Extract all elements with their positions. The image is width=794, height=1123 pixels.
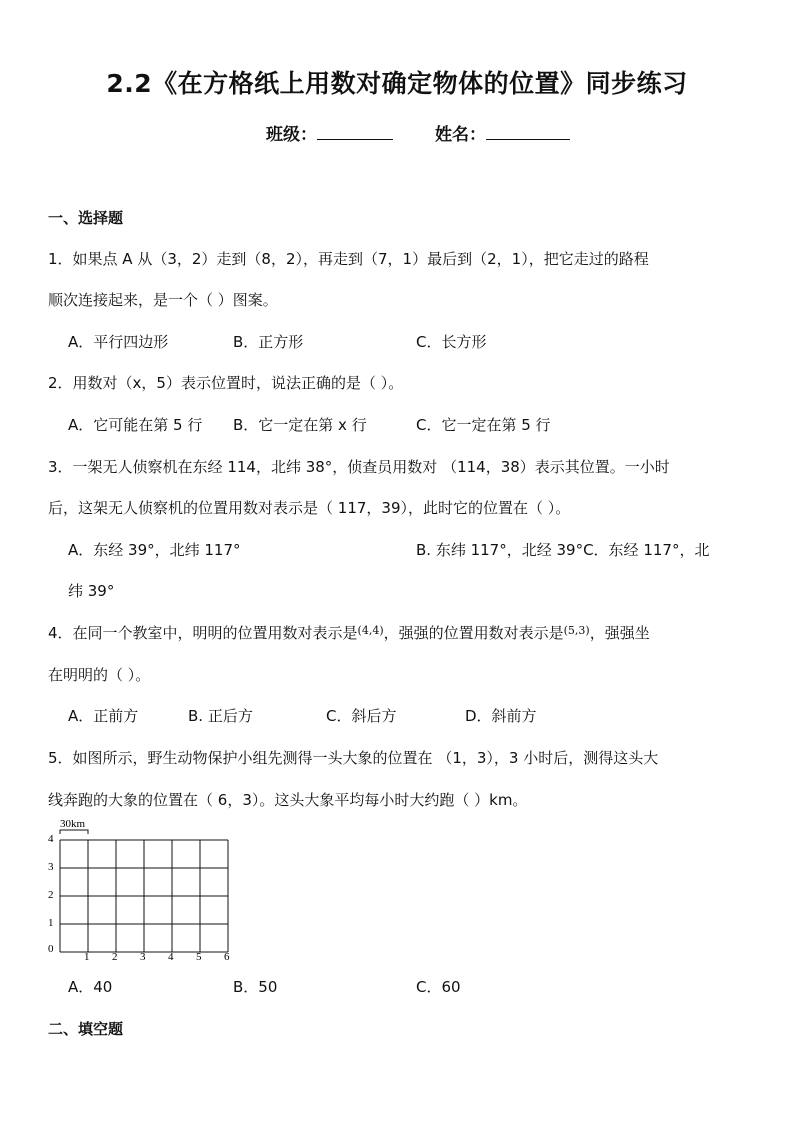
y-tick-4: 4 xyxy=(48,833,54,845)
q4-option-c[interactable]: C．斜后方 xyxy=(326,707,397,725)
name-label: 姓名： xyxy=(435,125,486,145)
q4-text-c: ，强强坐 xyxy=(589,624,650,642)
name-field xyxy=(435,120,570,145)
q4-text-b: ，强强的位置用数对表示是 xyxy=(383,624,564,642)
q1-line2: 顺次连接起来，是一个（ ）图案。 xyxy=(48,291,278,309)
q4-option-a[interactable]: A．正前方 xyxy=(68,707,139,725)
y-tick-3: 3 xyxy=(48,861,54,873)
x-tick-6: 6 xyxy=(224,951,230,963)
q4-line2: 在明明的（ ）。 xyxy=(48,666,151,684)
q4-line1 xyxy=(48,622,650,643)
q1-option-c[interactable]: C．长方形 xyxy=(416,333,487,351)
y-tick-2: 2 xyxy=(48,889,54,901)
class-label: 班级： xyxy=(266,125,317,145)
y-tick-1: 1 xyxy=(48,917,54,929)
coordinate-grid-figure xyxy=(40,812,240,968)
scale-label: 30km xyxy=(60,818,86,830)
x-tick-1: 1 xyxy=(84,951,90,963)
grid-lines xyxy=(60,840,228,952)
q3-line1: 3．一架无人侦察机在东经 114，北纬 38°，侦查员用数对 （114，38）表示其位置。一小时 xyxy=(48,458,670,476)
class-field xyxy=(266,120,393,145)
q1-option-a[interactable]: A．平行四边形 xyxy=(68,333,169,351)
q4-pair-mingming: (4,4) xyxy=(357,624,384,637)
section-choice-heading: 一、选择题 xyxy=(48,209,124,227)
q2-line1: 2．用数对（x，5）表示位置时，说法正确的是（ ）。 xyxy=(48,374,404,392)
q3-option-c-continued: 纬 39° xyxy=(68,582,115,600)
name-blank[interactable] xyxy=(486,139,570,140)
class-blank[interactable] xyxy=(317,139,393,140)
q2-option-a[interactable]: A．它可能在第 5 行 xyxy=(68,416,203,434)
q4-text-a: 4．在同一个教室中，明明的位置用数对表示是 xyxy=(48,624,358,642)
x-tick-4: 4 xyxy=(168,951,174,963)
x-tick-5: 5 xyxy=(196,951,202,963)
q3-option-a[interactable]: A．东经 39°，北纬 117° xyxy=(68,541,241,559)
page-title: 2.2《在方格纸上用数对确定物体的位置》同步练习 xyxy=(106,69,688,98)
q2-option-c[interactable]: C．它一定在第 5 行 xyxy=(416,416,551,434)
q5-option-b[interactable]: B．50 xyxy=(233,978,278,996)
q5-option-a[interactable]: A．40 xyxy=(68,978,113,996)
q3-line2: 后，这架无人侦察机的位置用数对表示是（ 117，39），此时它的位置在（ ）。 xyxy=(48,499,571,517)
x-tick-3: 3 xyxy=(140,951,146,963)
q2-option-b[interactable]: B．它一定在第 x 行 xyxy=(233,416,367,434)
q4-option-b[interactable]: B. 正后方 xyxy=(188,707,253,725)
q5-option-c[interactable]: C．60 xyxy=(416,978,461,996)
q5-line2: 线奔跑的大象的位置在（ 6，3）。这头大象平均每小时大约跑（ ）km。 xyxy=(48,791,528,809)
q1-option-b[interactable]: B．正方形 xyxy=(233,333,304,351)
q5-line1: 5．如图所示，野生动物保护小组先测得一头大象的位置在 （1，3），3 小时后，测得这头大 xyxy=(48,749,659,767)
q4-pair-qiangqiang: (5,3) xyxy=(563,624,590,637)
q4-option-d[interactable]: D．斜前方 xyxy=(465,707,537,725)
scale-bracket xyxy=(60,830,88,834)
q1-line1: 1．如果点 A 从（3，2）走到（8，2），再走到（7，1）最后到（2，1），把它走过的路程 xyxy=(48,250,649,268)
origin-label: 0 xyxy=(48,943,54,955)
section-fill-heading: 二、填空题 xyxy=(48,1020,124,1038)
q3-option-bc[interactable]: B. 东纬 117°，北经 39°C．东经 117°，北 xyxy=(416,541,710,559)
x-tick-2: 2 xyxy=(112,951,118,963)
